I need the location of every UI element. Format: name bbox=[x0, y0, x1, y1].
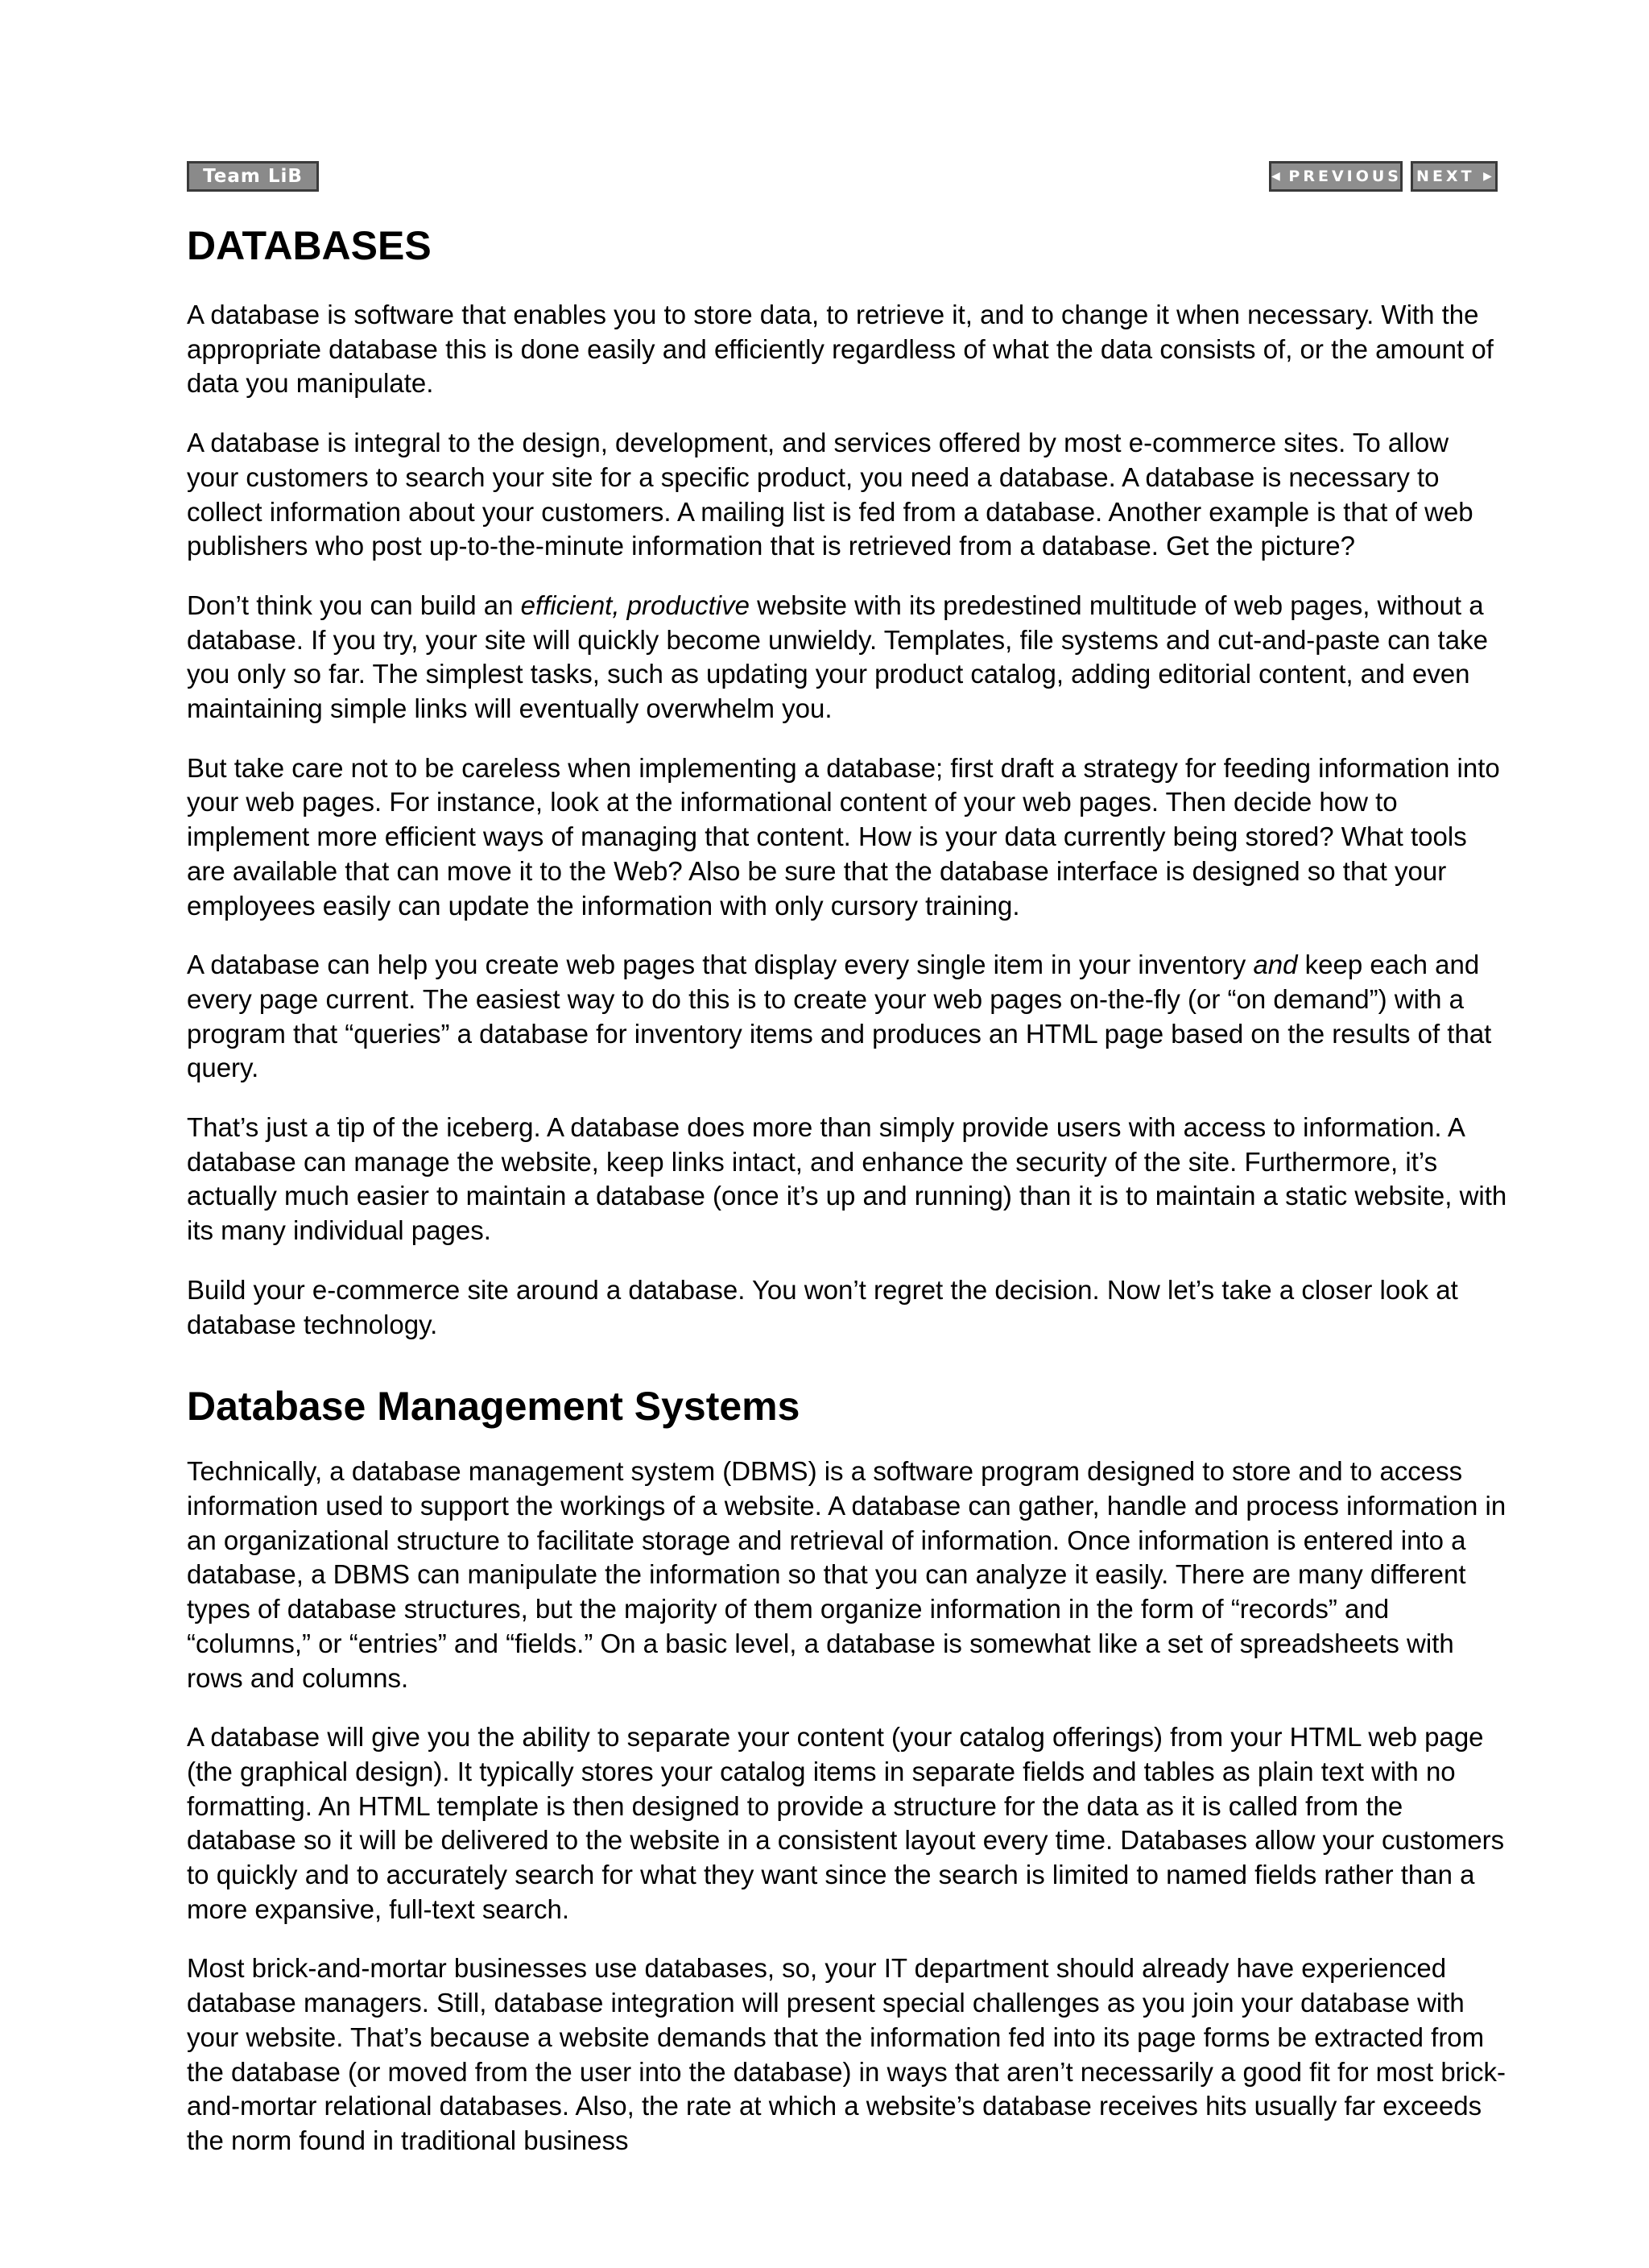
paragraph-text: A database can help you create web pages that display every single item in your inventory bbox=[187, 950, 1254, 980]
paragraph: But take care not to be careless when implementing a database; first draft a strategy for feeding information into your web pages. For instance, look at the informational content of your web pages. Then decide how to implement more efficient ways of managing that content. How is your data currently being stored? What tools are available that can move it to the Web? Also be sure that the database interface is designed so that your employees easily can update the information with only cursory training. bbox=[187, 752, 1500, 921]
next-button[interactable] bbox=[1411, 161, 1498, 192]
paragraph bbox=[187, 948, 1507, 1086]
previous-button-label: PREVIOUS bbox=[1288, 168, 1402, 185]
emphasis-text: efficient, productive bbox=[520, 590, 750, 620]
team-lib-logo: Team LiB bbox=[187, 161, 319, 192]
chapter-title: DATABASES bbox=[187, 223, 432, 268]
paragraph-text: keep each and every page current. The easiest way to do this is to create your web pages on-the-fly (or “on demand”) with a program that “queries” a database for inventory items and produces an HTML page based on the results of that query. bbox=[187, 950, 1492, 1083]
section-title: Database Management Systems bbox=[187, 1384, 800, 1430]
paragraph: A database is integral to the design, development, and services offered by most e-commerce sites. To allow your customers to search your site for a specific product, you need a database. A database is necessary to collect information about your customers. A mailing list is fed from a database. Another example is that of web publishers who post up-to-the-minute information that is retrieved from a database. Get the picture? bbox=[187, 428, 1473, 561]
paragraph: A database is software that enables you to store data, to retrieve it, and to change it when necessary. With the appropriate database this is done easily and efficiently regardless of what the data consists of, or the amount of data you manipulate. bbox=[187, 300, 1494, 399]
next-button-label: NEXT bbox=[1416, 168, 1475, 185]
arrow-left-icon: ◀ bbox=[1271, 170, 1280, 183]
paragraph: Technically, a database management system (DBMS) is a software program designed to store and to access information used to support the workings of a website. A database can gather, handle and process information in an organizational structure to facilitate storage and retrieval of information. Once information is entered into a database, a DBMS can manipulate the information so that you can analyze it easily. There are many different types of database structures, but the majority of them organize information in the form of “records” and “columns,” or “entries” and “fields.” On a basic level, a database is somewhat like a set of spreadsheets with rows and columns. bbox=[187, 1456, 1506, 1693]
paragraph: That’s just a tip of the iceberg. A database does more than simply provide users with access to information. A database can manage the website, keep links intact, and enhance the security of the site. Furthermore, it’s actually much easier to maintain a database (once it’s up and running) than it is to maintain a static website, with its many individual pages. bbox=[187, 1112, 1507, 1246]
navigation-bar bbox=[187, 161, 1498, 193]
paragraph-text: website with its predestined multitude of web pages, without a database. If you try, your site will quickly become unwieldy. Templates, file systems and cut-and-paste can take you only so far. The simplest tasks, such as updating your product catalog, adding editorial content, and even maintaining simple links will eventually overwhelm you. bbox=[187, 590, 1488, 724]
arrow-right-icon: ▶ bbox=[1483, 170, 1492, 183]
page-content bbox=[187, 217, 1507, 2183]
paragraph: A database will give you the ability to separate your content (your catalog offerings) from your HTML web page (the graphical design). It typically stores your catalog items in separate fields and tables as plain text with no formatting. An HTML template is then designed to provide a structure for the data as it is called from the database so it will be delivered to the website in a consistent layout every time. Databases allow your customers to quickly and to accurately search for what they want since the search is limited to named fields rather than a more expansive, full-text search. bbox=[187, 1722, 1505, 1924]
paragraph: Most brick-and-mortar businesses use databases, so, your IT department should already have experienced database managers. Still, database integration will present special challenges as you join your database with your website. That’s because a website demands that the information fed into its page forms be extracted from the database (or moved from the user into the database) in ways that aren’t necessarily a good fit for most brick-and-mortar relational databases. Also, the rate at which a website’s database receives hits usually far exceeds the norm found in traditional business bbox=[187, 1953, 1506, 2155]
paragraph-text: Don’t think you can build an bbox=[187, 590, 521, 620]
previous-button[interactable] bbox=[1269, 161, 1403, 192]
paragraph bbox=[187, 589, 1507, 726]
paragraph: Build your e-commerce site around a database. You won’t regret the decision. Now let’s take a closer look at database technology. bbox=[187, 1274, 1458, 1339]
emphasis-text: and bbox=[1253, 950, 1298, 980]
